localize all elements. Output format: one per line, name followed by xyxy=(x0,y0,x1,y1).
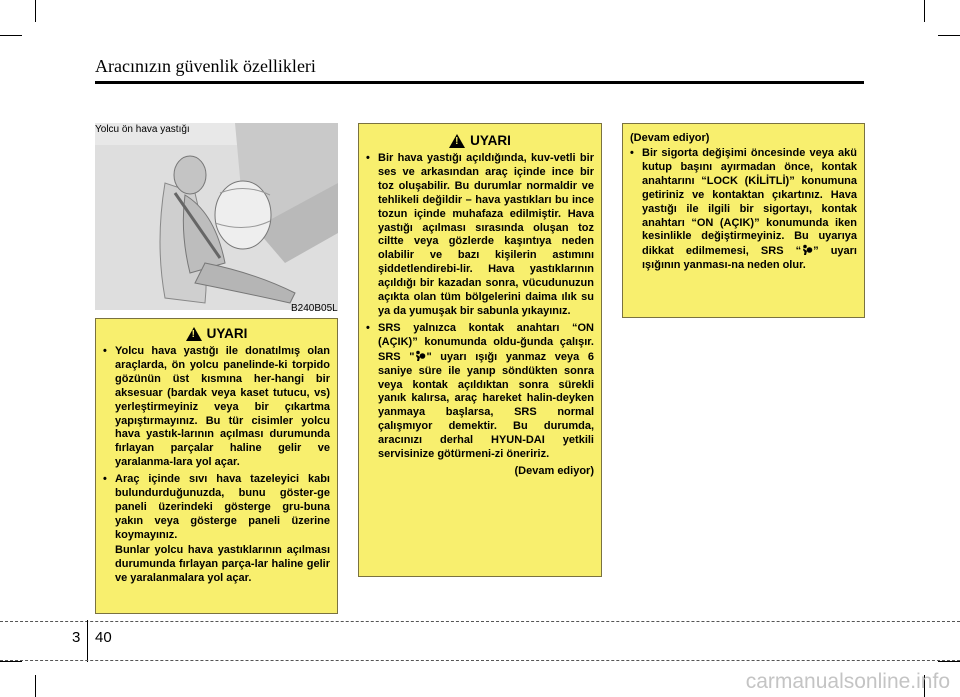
warning-list xyxy=(630,147,857,273)
continued-heading: (Devam ediyor) xyxy=(630,132,710,144)
fuse-text-after: ” uyarı ışığının yanması-na neden olur. xyxy=(642,245,857,272)
airbag-illustration xyxy=(95,123,338,310)
warning-heading xyxy=(103,326,330,341)
warning-list xyxy=(103,345,330,543)
warning-triangle-icon xyxy=(449,134,465,148)
srs-text-after: " uyarı ışığı yanmaz veya 6 saniye süre ile yanıp söndükten sonra veya kontak açıldıktan sonra sürekli yanık kalırsa, araç hareket halin-deyken yanmaya başlarsa, SRS normal çalışmıyor demektir. Bu durumda, aracınızı derhal HYUN-DAI yetkili servisinize götürmeni-zi öneririz. xyxy=(378,350,594,461)
warning-list xyxy=(366,152,594,462)
footer-bottom-rule xyxy=(0,660,960,661)
watermark-text: carmanualsonline.info xyxy=(745,670,950,693)
page-number: 40 xyxy=(95,629,112,646)
crop-mark xyxy=(924,0,925,22)
srs-text-before: SRS yalnızca kontak anahtarı “ON (AÇIK)” konumunda oldu-ğunda çalışır. SRS " xyxy=(378,321,594,363)
figure-caption: Yolcu ön hava yastığı xyxy=(95,124,190,135)
crop-mark xyxy=(35,0,36,22)
list-item xyxy=(630,147,857,273)
warning-title: UYARI xyxy=(470,133,511,148)
page-header-title: Aracınızın güvenlik özellikleri xyxy=(95,56,316,76)
crop-mark xyxy=(938,35,960,36)
warning-box-passenger xyxy=(95,318,338,614)
crop-mark xyxy=(35,675,36,697)
crop-mark xyxy=(938,661,960,662)
list-item: • Araç içinde sıvı hava tazeleyici kabı bulundurduğunuzda, bunu göster-ge paneli üzerindeki gösterge gru-buna yakın veya gösterge paneli üzerine koymayınız. xyxy=(103,473,330,543)
warning-box-continued xyxy=(622,123,865,318)
warning-box-airbag-deploy xyxy=(358,123,602,577)
crop-mark xyxy=(0,35,22,36)
section-number: 3 xyxy=(72,629,81,646)
passenger-airbag-drawing xyxy=(95,123,338,310)
warning-triangle-icon xyxy=(186,327,202,341)
figure-code: B240B05L xyxy=(291,303,338,314)
airbag-warning-icon xyxy=(801,244,813,256)
warning-title: UYARI xyxy=(206,326,248,341)
crop-mark xyxy=(0,661,22,662)
warning-extra-paragraph: Bunlar yolcu hava yastıklarının açılması durumunda fırlayan parça-lar haline gelir ve yaralanmalara yol açar. xyxy=(115,543,330,584)
list-item: • Yolcu hava yastığı ile donatılmış olan araçlarda, ön yolcu panelinde-ki torpido gözünün üst kısmına her-hangi bir aksesuar (bardak veya kaset tutucu, vs) yerleştirmeyiniz veya bir çıkartma yapıştırmayınız. Bu tür cisimler yolcu hava yastık-larının açılması durumunda fırlayan parçalar haline gelir ve yaralanma-lara yol açar. xyxy=(103,345,330,470)
airbag-warning-icon xyxy=(414,350,426,362)
continued-note: (Devam ediyor) xyxy=(514,464,594,477)
footer-top-rule xyxy=(0,621,960,622)
header-rule xyxy=(95,81,864,84)
list-item: • Bir hava yastığı açıldığında, kuv-vetli bir ses ve arkasından araç içinde ince bir toz oluşabilir. Bu durumlar normaldir ve tehlikeli değildir – hava yastıkları bu ince tozun içinde muhafaza edilmiştir. Hava yastığı açılması sırasında oluşan toz ciltte veya gözlerde kaşıntıya neden olabilir ve bazı kişilerin astımını şiddetlendirebi-lir. Hava yastıklarının açıldığı bir kazadan sonra, vücudunuzun açıkta olan tüm bölgelerini daima ılık su ya da yumuşak bir sabunla yıkayınız. xyxy=(366,152,594,319)
list-item xyxy=(366,322,594,462)
page-number-divider xyxy=(87,620,88,662)
warning-heading xyxy=(366,133,594,148)
fuse-text-before: Bir sigorta değişimi öncesinde veya akü kutup başını ayırmadan önce, kontak anahtarını “LOCK (KİLİTLİ)” konumuna getiriniz ve kontaktan çıkartınız. Hava yastığı ile ilgili bir sigortayı, kontak anahtarı “ON (AÇIK)” konumunda iken kesinlikle değiştirmeyiniz. Bu uyarıya dikkat edilmemesi, SRS “ xyxy=(642,147,857,258)
